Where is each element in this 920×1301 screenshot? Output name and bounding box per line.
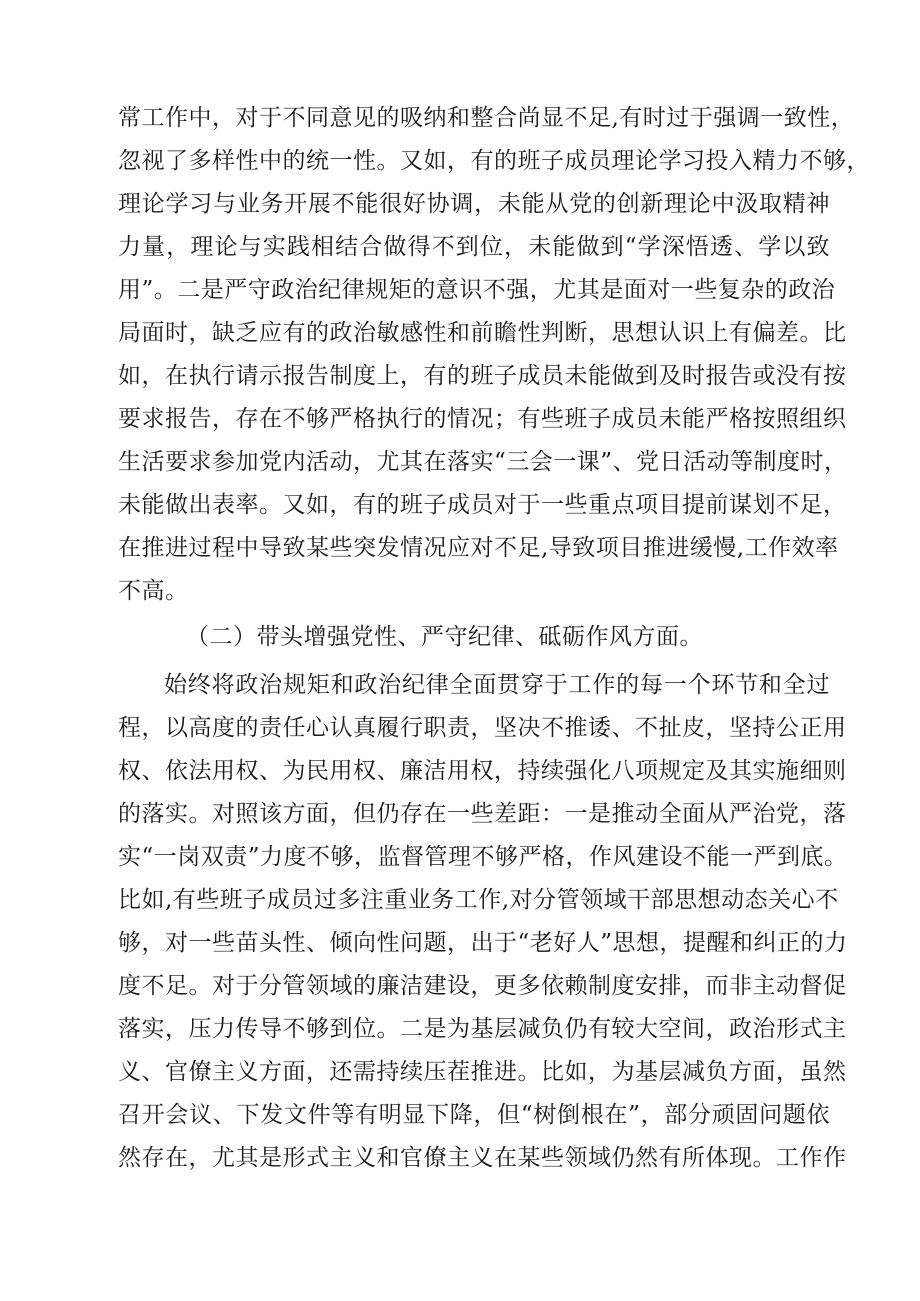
paragraph-line: 如，在执行请示报告制度上，有的班子成员未能做到及时报告或没有按 <box>118 363 847 389</box>
paragraph-line: 未能做出表率。又如，有的班子成员对于一些重点项目提前谋划不足， <box>118 492 847 518</box>
paragraph-line: 始终将政治规矩和政治纪律全面贯穿于工作的每一个环节和全过 <box>164 672 830 698</box>
paragraph-line: 权、依法用权、为民用权、廉洁用权，持续强化八项规定及其实施细则 <box>118 758 847 784</box>
paragraph-line: 不高。 <box>118 578 189 604</box>
paragraph-line: 用”。二是严守政治纪律规矩的意识不强，尤其是面对一些复杂的政治 <box>118 277 836 303</box>
paragraph-line: 度不足。对于分管领域的廉洁建设，更多依赖制度安排，而非主动督促 <box>118 973 847 999</box>
paragraph-line: 要求报告，存在不够严格执行的情况；有些班子成员未能严格按照组织 <box>118 406 847 432</box>
paragraph-line: 实“一岗双责”力度不够，监督管理不够严格，作风建设不能一严到底。 <box>118 844 848 870</box>
paragraph-line: 够，对一些苗头性、倾向性问题，出于“老好人”思想，提醒和纠正的力 <box>118 930 848 956</box>
paragraph-line: 然存在，尤其是形式主义和官僚主义在某些领域仍然有所体现。工作作 <box>118 1145 847 1171</box>
paragraph-line: 力量，理论与实践相结合做得不到位，未能做到“学深悟透、学以致 <box>118 234 830 260</box>
paragraph-line: 落实，压力传导不够到位。二是为基层减负仍有较大空间，政治形式主 <box>118 1016 847 1042</box>
paragraph-line: 的落实。对照该方面，但仍存在一些差距：一是推动全面从严治党，落 <box>118 801 847 827</box>
paragraph-line: 局面时，缺乏应有的政治敏感性和前瞻性判断，思想认识上有偏差。比 <box>118 320 847 346</box>
paragraph-line: 忽视了多样性中的统一性。又如，有的班子成员理论学习投入精力不够， <box>118 148 870 174</box>
section-heading: （二）带头增强党性、严守纪律、砥砺作风方面。 <box>186 624 703 650</box>
paragraph-line: 比如,有些班子成员过多注重业务工作,对分管领域干部思想动态关心不 <box>118 887 839 913</box>
paragraph-line: 生活要求参加党内活动，尤其在落实“三会一课”、党日活动等制度时， <box>118 449 848 475</box>
paragraph-line: 理论学习与业务开展不能很好协调，未能从党的创新理论中汲取精神 <box>118 191 830 217</box>
paragraph-line: 在推进过程中导致某些突发情况应对不足,导致项目推进缓慢,工作效率 <box>118 535 839 561</box>
paragraph-line: 召开会议、下发文件等有明显下降，但“树倒根在”，部分顽固问题依 <box>118 1102 830 1128</box>
paragraph-line: 程，以高度的责任心认真履行职责，坚决不推诿、不扯皮，坚持公正用 <box>118 715 847 741</box>
paragraph-line: 义、官僚主义方面，还需持续压茬推进。比如，为基层减负方面，虽然 <box>118 1059 847 1085</box>
paragraph-line: 常工作中，对于不同意见的吸纳和整合尚显不足,有时过于强调一致性， <box>118 105 855 131</box>
